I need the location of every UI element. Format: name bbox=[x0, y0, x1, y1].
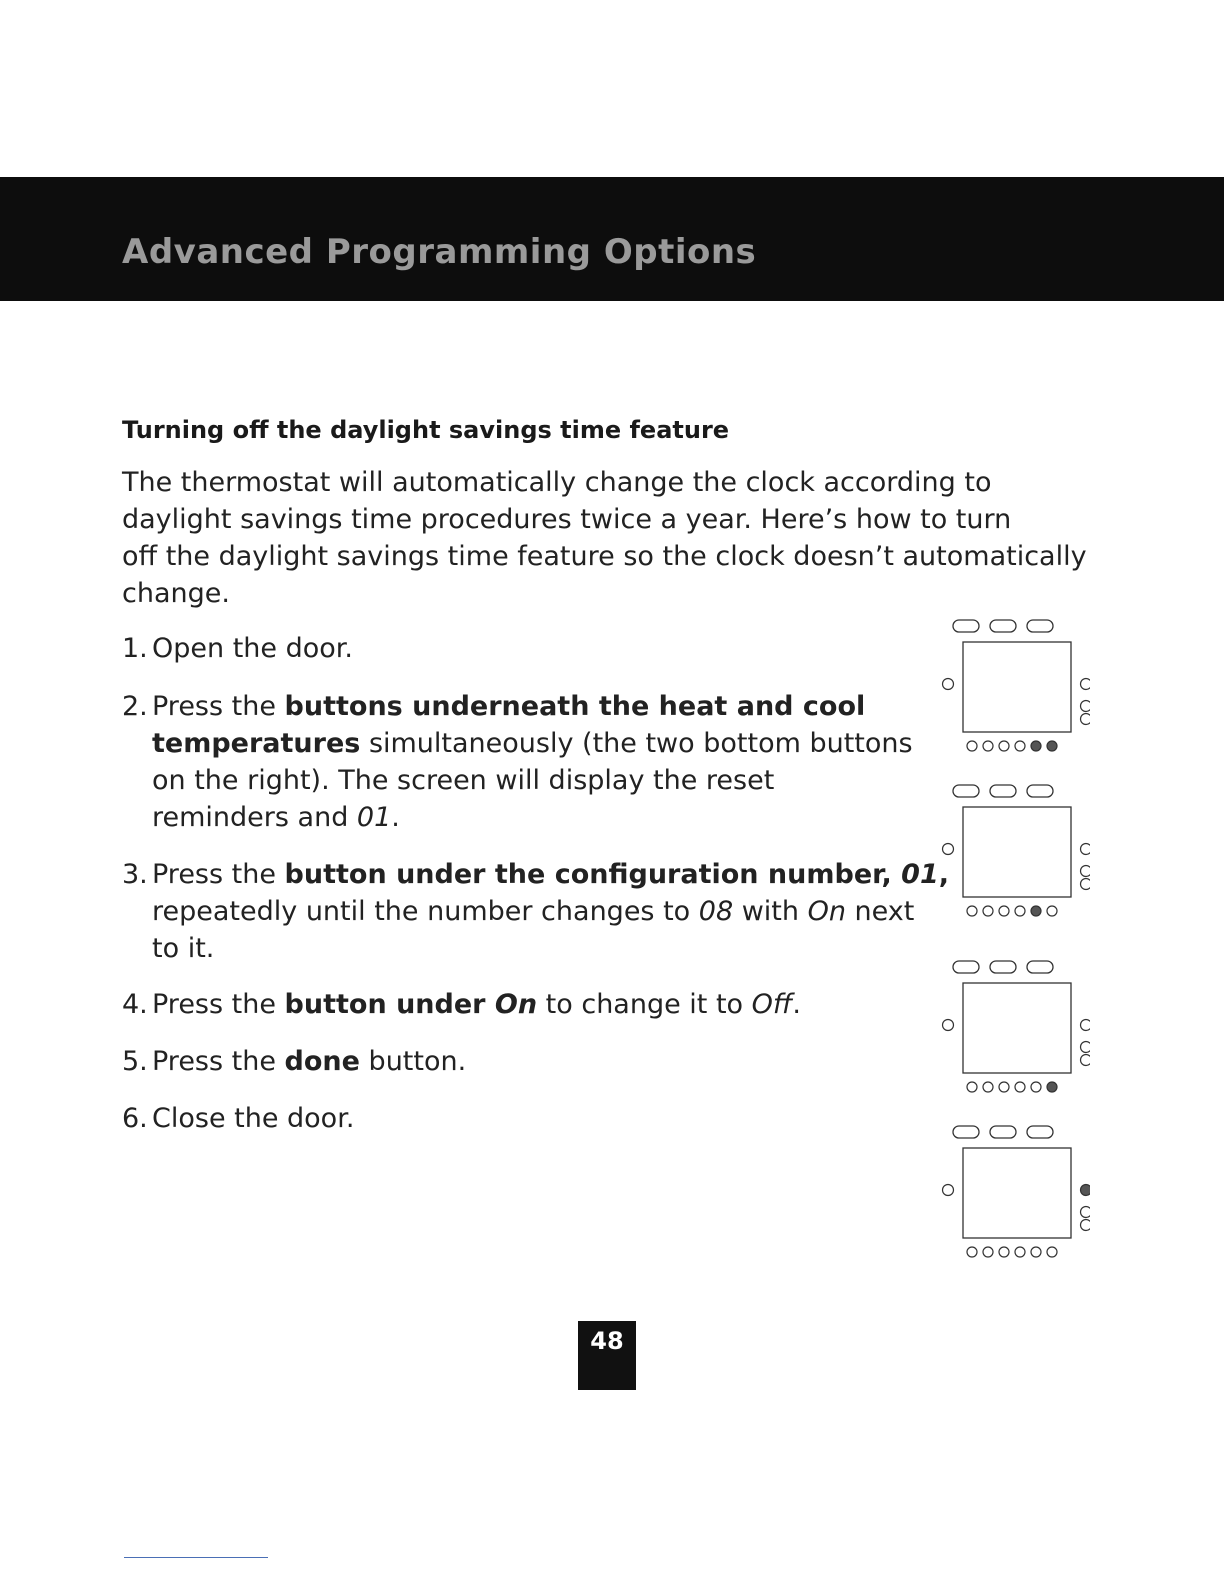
step-text bbox=[122, 630, 353, 667]
bottom-button bbox=[983, 1082, 993, 1092]
bottom-button bbox=[967, 1247, 977, 1257]
step-6 bbox=[122, 1100, 354, 1137]
right-button bbox=[1081, 1042, 1091, 1053]
step-number: 1. bbox=[122, 633, 148, 664]
left-button bbox=[943, 1020, 954, 1031]
step-5 bbox=[122, 1043, 466, 1080]
bottom-button bbox=[1015, 906, 1025, 916]
thermostat-diagram-step-2 bbox=[930, 612, 1090, 762]
intro-line: off the daylight savings time feature so the clock doesn’t automatically bbox=[122, 541, 1087, 572]
step-text-segment: . bbox=[391, 802, 400, 833]
step-line bbox=[122, 630, 353, 667]
step-line bbox=[122, 1043, 466, 1080]
step-text-segment: . bbox=[792, 989, 801, 1020]
step-line bbox=[122, 986, 801, 1023]
thermostat-diagram-svg bbox=[930, 612, 1090, 762]
step-text-segment: to change it to bbox=[537, 989, 752, 1020]
step-line bbox=[122, 930, 949, 967]
step-number: 2. bbox=[122, 691, 148, 722]
step-text-segment: Open the door. bbox=[152, 633, 353, 664]
bottom-button bbox=[999, 1247, 1009, 1257]
step-text-segment: next bbox=[845, 896, 915, 927]
right-button bbox=[1081, 844, 1091, 855]
top-button bbox=[1027, 620, 1053, 632]
step-text-segment: Press the bbox=[152, 989, 285, 1020]
page-number: 48 bbox=[590, 1327, 624, 1355]
bottom-button bbox=[999, 1082, 1009, 1092]
section-heading: Turning off the daylight savings time feature bbox=[122, 416, 730, 444]
step-text bbox=[122, 688, 913, 836]
top-button bbox=[953, 1126, 979, 1138]
intro-line: change. bbox=[122, 578, 230, 609]
top-button bbox=[1027, 961, 1053, 973]
bottom-button bbox=[1047, 1082, 1057, 1092]
step-text bbox=[122, 1043, 466, 1080]
step-text-segment: 08 bbox=[698, 896, 734, 927]
step-number: 4. bbox=[122, 989, 148, 1020]
step-text-segment: Off bbox=[751, 989, 793, 1020]
step-text-segment: reminders and bbox=[152, 802, 357, 833]
step-text-segment: buttons underneath the heat and cool bbox=[284, 691, 866, 722]
step-text-segment: done bbox=[284, 1046, 360, 1077]
thermostat-screen bbox=[963, 1148, 1071, 1238]
step-text bbox=[122, 1100, 354, 1137]
step-line bbox=[122, 725, 913, 762]
left-button bbox=[943, 679, 954, 690]
thermostat-screen bbox=[963, 642, 1071, 732]
step-text-segment: Close the door. bbox=[152, 1103, 355, 1134]
bottom-button bbox=[999, 906, 1009, 916]
step-text-segment: Press the bbox=[152, 859, 285, 890]
step-text-segment: Press the bbox=[152, 1046, 285, 1077]
intro-line: The thermostat will automatically change the clock according to bbox=[122, 467, 992, 498]
right-button bbox=[1081, 866, 1091, 877]
top-button bbox=[990, 961, 1016, 973]
right-button bbox=[1081, 679, 1091, 690]
bottom-button bbox=[1047, 1247, 1057, 1257]
step-text-segment: to it. bbox=[152, 933, 215, 964]
step-text-segment: button under the configuration number, bbox=[284, 859, 902, 890]
bottom-button bbox=[983, 906, 993, 916]
top-button bbox=[990, 785, 1016, 797]
step-text-segment: temperatures bbox=[152, 728, 361, 759]
step-line bbox=[122, 762, 913, 799]
step-2 bbox=[122, 688, 913, 836]
step-line bbox=[122, 688, 913, 725]
bottom-button bbox=[1015, 1082, 1025, 1092]
bottom-button bbox=[967, 906, 977, 916]
step-text-segment: Press the bbox=[152, 691, 285, 722]
step-line bbox=[122, 893, 949, 930]
step-text bbox=[122, 986, 801, 1023]
thermostat-screen bbox=[963, 807, 1071, 897]
step-line bbox=[122, 856, 949, 893]
bottom-button bbox=[1031, 1082, 1041, 1092]
step-line bbox=[122, 799, 913, 836]
bottom-button bbox=[1015, 1247, 1025, 1257]
step-text-segment: button. bbox=[359, 1046, 467, 1077]
step-text-segment: with bbox=[733, 896, 808, 927]
thermostat-diagram-svg bbox=[930, 777, 1090, 927]
thermostat-diagram-step-3 bbox=[930, 777, 1090, 927]
bottom-button bbox=[967, 741, 977, 751]
bottom-button bbox=[967, 1082, 977, 1092]
right-button bbox=[1081, 879, 1091, 890]
step-text-segment: On bbox=[494, 989, 538, 1020]
step-line bbox=[122, 1100, 354, 1137]
footer-rule bbox=[124, 1557, 268, 1558]
thermostat-diagram-step-4 bbox=[930, 953, 1090, 1103]
top-button bbox=[1027, 785, 1053, 797]
bottom-button bbox=[999, 741, 1009, 751]
step-number: 3. bbox=[122, 859, 148, 890]
step-3 bbox=[122, 856, 949, 967]
bottom-button bbox=[1047, 906, 1057, 916]
step-text-segment: on the right). The screen will display the reset bbox=[152, 765, 775, 796]
top-button bbox=[953, 961, 979, 973]
right-button bbox=[1081, 1020, 1091, 1031]
right-button bbox=[1081, 714, 1091, 725]
thermostat-screen bbox=[963, 983, 1071, 1073]
right-button bbox=[1081, 1055, 1091, 1066]
bottom-button bbox=[1031, 1247, 1041, 1257]
top-button bbox=[1027, 1126, 1053, 1138]
left-button bbox=[943, 1185, 954, 1196]
intro-paragraph bbox=[122, 464, 1112, 612]
step-text-segment: , bbox=[938, 859, 949, 890]
thermostat-diagram-svg bbox=[930, 953, 1090, 1103]
top-button bbox=[953, 620, 979, 632]
top-button bbox=[953, 785, 979, 797]
step-text bbox=[122, 856, 949, 967]
page-title: Advanced Programming Options bbox=[122, 232, 757, 272]
step-text-segment: repeatedly until the number changes to bbox=[152, 896, 699, 927]
bottom-button bbox=[1047, 741, 1057, 751]
intro-line: daylight savings time procedures twice a year. Here’s how to turn bbox=[122, 504, 1012, 535]
step-text-segment: button under bbox=[284, 989, 495, 1020]
bottom-button bbox=[1031, 741, 1041, 751]
bottom-button bbox=[1015, 741, 1025, 751]
step-number: 5. bbox=[122, 1046, 148, 1077]
step-1 bbox=[122, 630, 353, 667]
thermostat-diagram-step-5 bbox=[930, 1118, 1090, 1268]
step-text-segment: 01 bbox=[356, 802, 392, 833]
bottom-button bbox=[983, 1247, 993, 1257]
bottom-button bbox=[983, 741, 993, 751]
bottom-button bbox=[1031, 906, 1041, 916]
step-number: 6. bbox=[122, 1103, 148, 1134]
thermostat-diagram-svg bbox=[930, 1118, 1090, 1268]
right-button bbox=[1081, 1207, 1091, 1218]
step-4 bbox=[122, 986, 801, 1023]
right-button bbox=[1081, 1220, 1091, 1231]
page-number-box bbox=[578, 1321, 636, 1390]
step-text-segment: On bbox=[807, 896, 846, 927]
step-text-segment: simultaneously (the two bottom buttons bbox=[360, 728, 913, 759]
right-button bbox=[1081, 701, 1091, 712]
right-button bbox=[1081, 1185, 1091, 1196]
left-button bbox=[943, 844, 954, 855]
step-text-segment: 01 bbox=[901, 859, 939, 890]
top-button bbox=[990, 1126, 1016, 1138]
top-button bbox=[990, 620, 1016, 632]
